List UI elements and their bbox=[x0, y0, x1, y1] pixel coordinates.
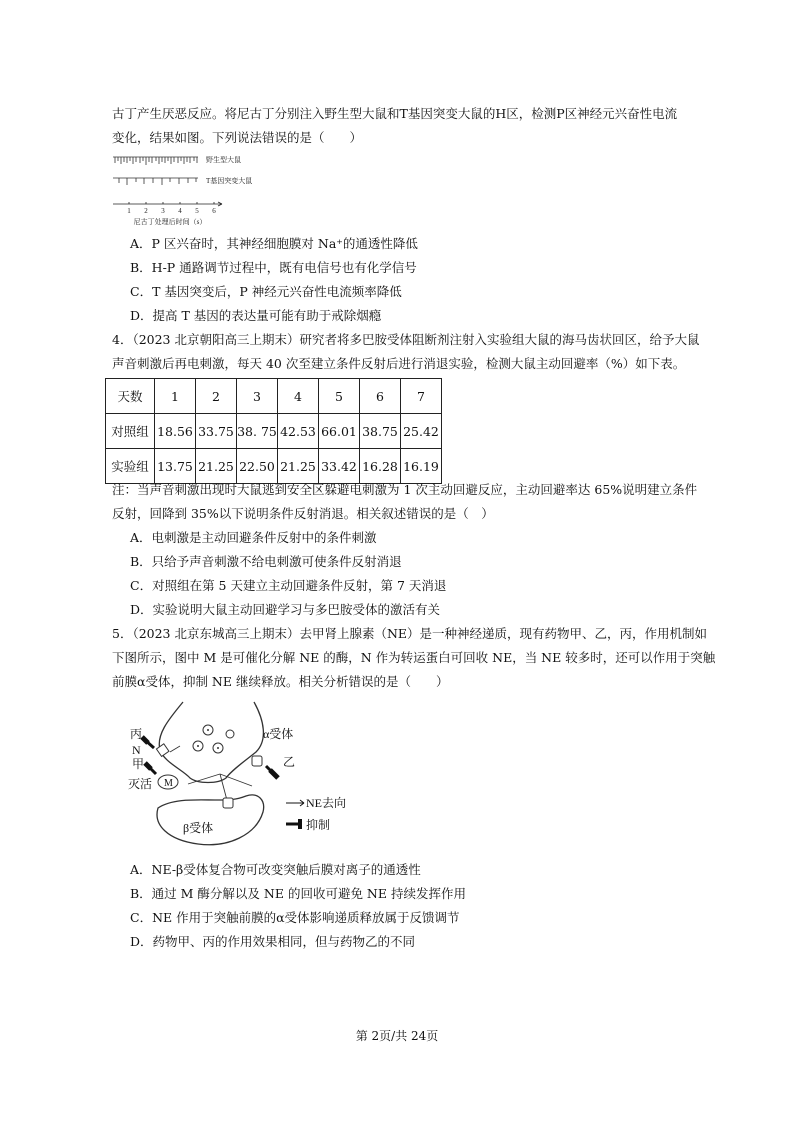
label-n: N bbox=[132, 743, 141, 757]
q4-note-line1: 注：当声音刺激出现时大鼠逃到安全区躲避电刺激为 1 次主动回避反应，主动回避率达 65%说明建立条件 bbox=[112, 482, 698, 497]
table-cell: 16.28 bbox=[360, 449, 401, 484]
q5-option-c: C．NE 作用于突触前膜的α受体影响递质释放属于反馈调节 bbox=[130, 910, 460, 925]
tick-label: 6 bbox=[212, 207, 216, 215]
page-footer: 第 2页/共 24页 bbox=[355, 1029, 439, 1043]
time-axis bbox=[113, 202, 222, 206]
q5-stem-line2: 下图所示，图中 M 是可催化分解 NE 的酶，N 作为转运蛋白可回收 NE，当 NE 较多时，还可以作用于突触 bbox=[112, 650, 716, 665]
table-cell: 66.01 bbox=[319, 414, 360, 449]
table-row bbox=[106, 449, 442, 484]
mutant-label: T基因突变大鼠 bbox=[206, 177, 253, 185]
table-cell: 4 bbox=[278, 379, 319, 414]
q5-option-a: A．NE-β受体复合物可改变突触后膜对离子的通透性 bbox=[130, 862, 421, 877]
q3-option-a: A．P 区兴奋时，其神经细胞膜对 Na⁺的通透性降低 bbox=[130, 236, 418, 251]
label-jia: 甲 bbox=[132, 757, 145, 771]
mutant-trace bbox=[113, 178, 198, 185]
table-cell: 38.75 bbox=[360, 414, 401, 449]
reuptake-arrow bbox=[170, 746, 180, 752]
q3-option-d: D．提高 T 基因的表达量可能有助于戒除烟瘾 bbox=[130, 308, 382, 323]
legend-inhibit-label: 抑制 bbox=[306, 818, 331, 832]
alpha-receptor bbox=[252, 756, 262, 766]
table-cell: 1 bbox=[155, 379, 196, 414]
q3-intro-line2: 变化，结果如图。下列说法错误的是（ ） bbox=[112, 130, 363, 145]
table-cell: 天数 bbox=[106, 379, 155, 414]
beta-receptor bbox=[223, 798, 233, 808]
presynaptic-membrane bbox=[159, 702, 263, 783]
table-header-row bbox=[106, 379, 442, 414]
label-alpha-receptor: α受体 bbox=[263, 727, 294, 741]
table-cell: 18.56 bbox=[155, 414, 196, 449]
vesicle bbox=[226, 730, 234, 738]
table-cell: 42.53 bbox=[278, 414, 319, 449]
q4-stem-line2: 声音刺激后再电刺激，每天 40 次至建立条件反射后进行消退实验，检测大鼠主动回避率（%）如下表。 bbox=[112, 356, 686, 371]
table-cell: 13.75 bbox=[155, 449, 196, 484]
label-yi: 乙 bbox=[283, 755, 296, 769]
q5-stem-line1: 5．（2023 北京东城高三上期末）去甲肾上腺素（NE）是一种神经递质，现有药物甲、乙，丙，作用机制如 bbox=[112, 626, 708, 641]
x-axis-label: 尼古丁处理后时间（s） bbox=[133, 218, 207, 226]
table-cell: 实验组 bbox=[106, 449, 155, 484]
q4-option-d: D．实验说明大鼠主动回避学习与多巴胺受体的激活有关 bbox=[130, 602, 441, 617]
q5-option-d: D．药物甲、丙的作用效果相同，但与药物乙的不同 bbox=[130, 934, 416, 949]
label-beta-receptor: β受体 bbox=[183, 821, 214, 835]
q4-stem-line1: 4．（2023 北京朝阳高三上期末）研究者将多巴胺受体阻断剂注射入实验组大鼠的海马齿状回区，给予大鼠 bbox=[112, 332, 700, 347]
m-label: M bbox=[164, 778, 173, 789]
tick-label: 3 bbox=[161, 207, 165, 215]
label-miehuo: 灭活 bbox=[128, 777, 153, 791]
tick-label: 4 bbox=[178, 207, 182, 215]
table-cell: 33.75 bbox=[196, 414, 237, 449]
table-row bbox=[106, 414, 442, 449]
postsynaptic-membrane bbox=[157, 795, 264, 845]
table-cell: 6 bbox=[360, 379, 401, 414]
q3-intro-line1: 古丁产生厌恶反应。将尼古丁分别注入野生型大鼠和T基因突变大鼠的H区，检测P区神经元兴奋性电流 bbox=[112, 106, 678, 121]
q4-option-b: B．只给予声音刺激不给电刺激可使条件反射消退 bbox=[130, 554, 402, 569]
q4-note-line2: 反射，回降到 35%以下说明条件反射消退。相关叙述错误的是（ ） bbox=[112, 506, 494, 521]
table-cell: 7 bbox=[401, 379, 442, 414]
table-cell: 对照组 bbox=[106, 414, 155, 449]
q5-option-b: B．通过 M 酶分解以及 NE 的回收可避免 NE 持续发挥作用 bbox=[130, 886, 466, 901]
q3-option-c: C．T 基因突变后，P 神经元兴奋性电流频率降低 bbox=[130, 284, 402, 299]
table-cell: 25.42 bbox=[401, 414, 442, 449]
tick-label: 5 bbox=[195, 207, 199, 215]
q4-data-table bbox=[105, 378, 442, 484]
table-cell: 21.25 bbox=[196, 449, 237, 484]
label-bing: 丙 bbox=[130, 727, 143, 741]
wild-type-label: 野生型大鼠 bbox=[206, 156, 241, 164]
table-cell: 38. 75 bbox=[237, 414, 278, 449]
tick-label: 2 bbox=[144, 207, 148, 215]
legend-ne-label: NE去向 bbox=[306, 796, 346, 810]
table-cell: 21.25 bbox=[278, 449, 319, 484]
wild-type-trace bbox=[113, 157, 198, 165]
q4-option-c: C．对照组在第 5 天建立主动回避条件反射，第 7 天消退 bbox=[130, 578, 447, 593]
table-cell: 33.42 bbox=[319, 449, 360, 484]
q3-option-b: B．H-P 通路调节过程中，既有电信号也有化学信号 bbox=[130, 260, 417, 275]
q5-stem-line3: 前膜α受体，抑制 NE 继续释放。相关分析错误的是（ ） bbox=[112, 674, 449, 689]
table-cell: 16.19 bbox=[401, 449, 442, 484]
table-cell: 2 bbox=[196, 379, 237, 414]
transporter-n bbox=[156, 744, 169, 757]
legend-arrow-icon bbox=[286, 800, 304, 806]
table-cell: 3 bbox=[237, 379, 278, 414]
q3-current-trace-figure bbox=[110, 152, 260, 227]
table-cell: 22.50 bbox=[237, 449, 278, 484]
synapse-diagram bbox=[128, 700, 378, 848]
table-cell: 5 bbox=[319, 379, 360, 414]
q4-option-a: A．电刺激是主动回避条件反射中的条件刺激 bbox=[130, 530, 377, 545]
tick-label: 1 bbox=[127, 207, 131, 215]
